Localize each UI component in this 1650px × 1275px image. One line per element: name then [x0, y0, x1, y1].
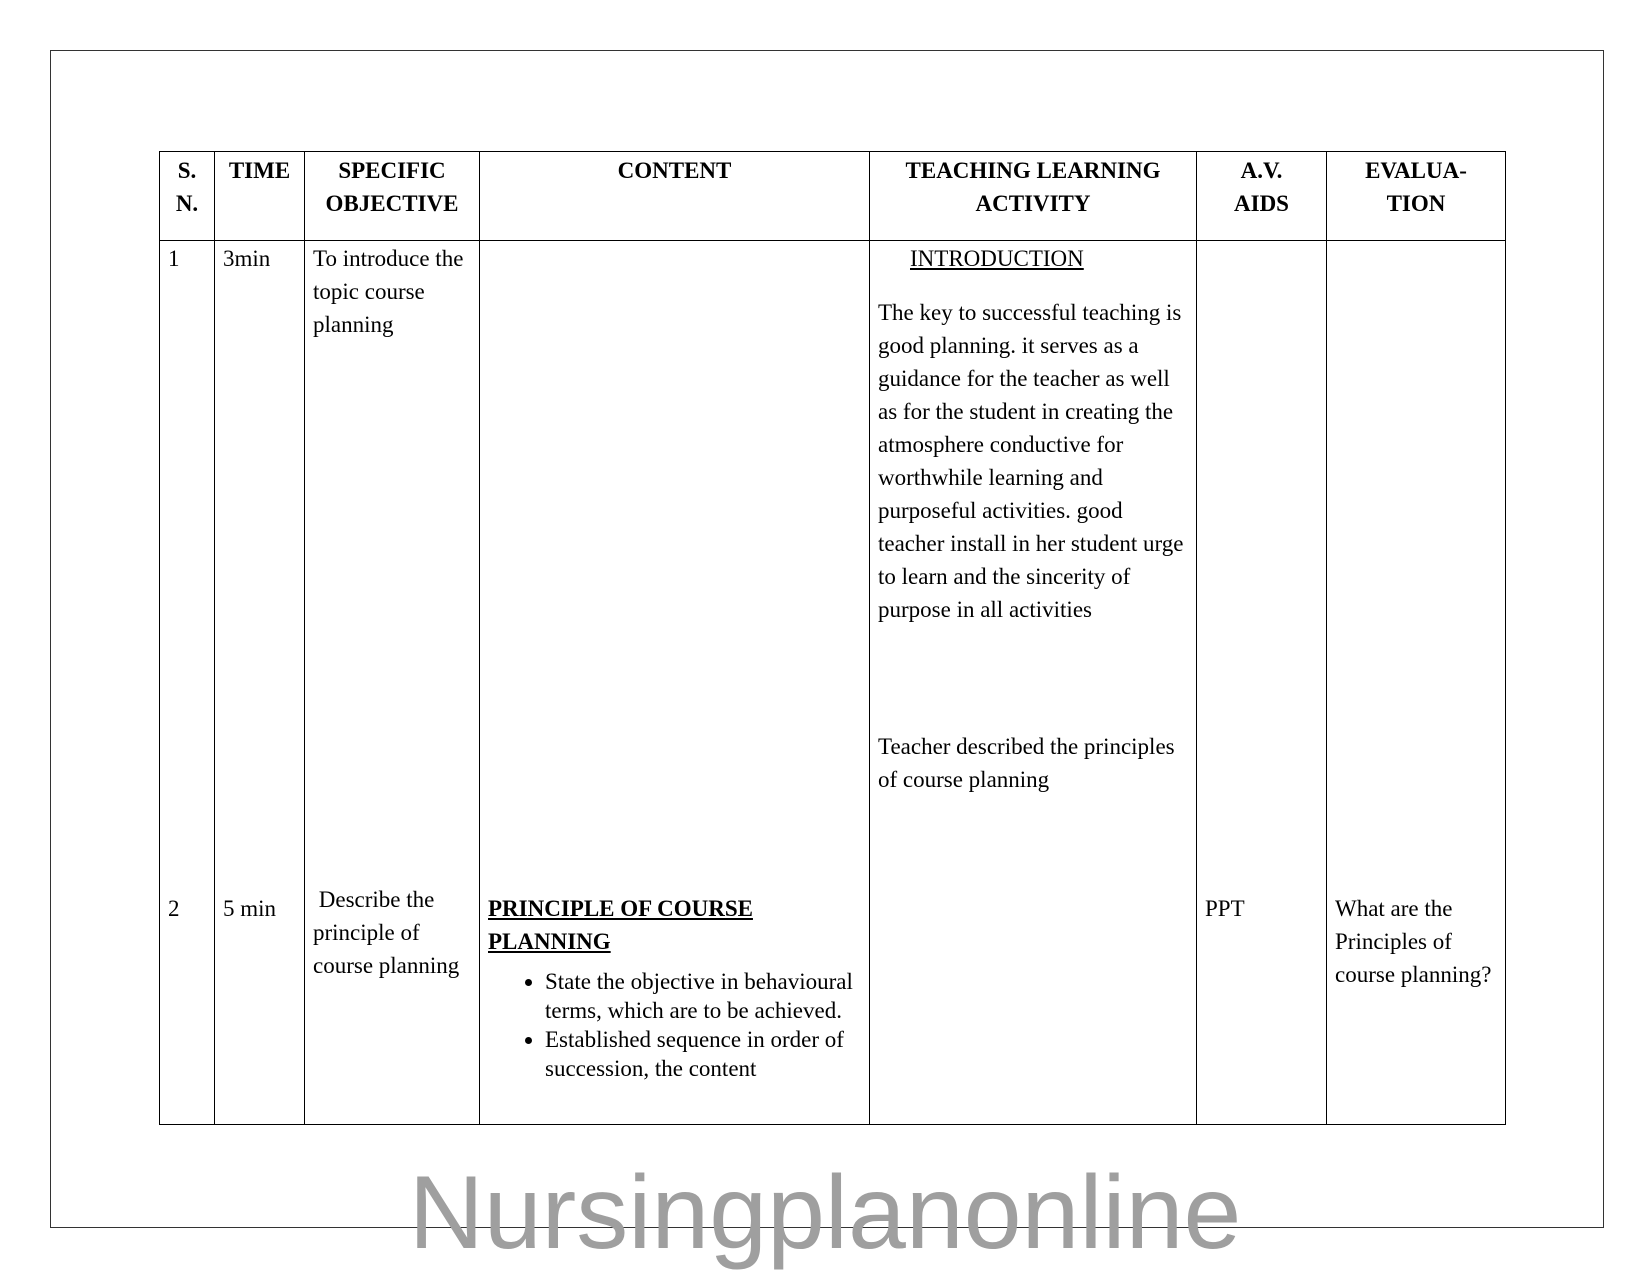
list-item: • State the objective in behavioural terms, which are to be achieved. — [545, 967, 861, 1025]
introduction-paragraph: The key to successful teaching is good planning. it serves as a guidance for the teacher as well as for the student in creating the atmosphere conductive for worthwhile learning and purposeful activities. good teacher install in her student urge to learn and the sincerity of purpose in all activities — [878, 300, 1184, 622]
header-time: TIME — [215, 152, 305, 241]
header-sn: S. N. — [160, 152, 215, 241]
introduction-heading: INTRODUCTION — [910, 246, 1084, 271]
row2-evaluation: What are the Principles of course planning? — [1335, 896, 1492, 987]
row1-sn: 1 — [168, 246, 180, 271]
principles-list — [488, 967, 861, 1083]
row1-time: 3min — [223, 246, 271, 271]
row2-objective: Describe the principle of course planning — [313, 887, 460, 978]
row2-time: 5 min — [223, 896, 277, 921]
cell-av-aids — [1197, 241, 1327, 1125]
header-evaluation: EVALUA- TION — [1327, 152, 1506, 241]
cell-specific-objective — [305, 241, 480, 1125]
cell-evaluation — [1327, 241, 1506, 1125]
header-av-aids: A.V. AIDS — [1197, 152, 1327, 241]
watermark-text: Nursingplanonline — [408, 1155, 1242, 1271]
header-content: CONTENT — [480, 152, 870, 241]
list-item: • Established sequence in order of succession, the content — [545, 1025, 861, 1083]
row1-objective: To introduce the topic course planning — [313, 246, 470, 337]
content-heading: PRINCIPLE OF COURSE PLANNING — [488, 896, 753, 954]
row2-content — [488, 892, 861, 1083]
cell-sn — [160, 241, 215, 1125]
cell-time — [215, 241, 305, 1125]
row2-av-aids: PPT — [1205, 896, 1245, 921]
header-specific-objective: SPECIFIC OBJECTIVE — [305, 152, 480, 241]
lesson-plan-table — [159, 151, 1506, 1125]
cell-content — [480, 241, 870, 1125]
row2-sn: 2 — [168, 896, 180, 921]
table-row — [160, 241, 1506, 1125]
activity-note: Teacher described the principles of course planning — [878, 734, 1175, 792]
cell-teaching-learning-activity — [870, 241, 1197, 1125]
table-header-row — [160, 152, 1506, 241]
header-teaching-learning-activity: TEACHING LEARNING ACTIVITY — [870, 152, 1197, 241]
